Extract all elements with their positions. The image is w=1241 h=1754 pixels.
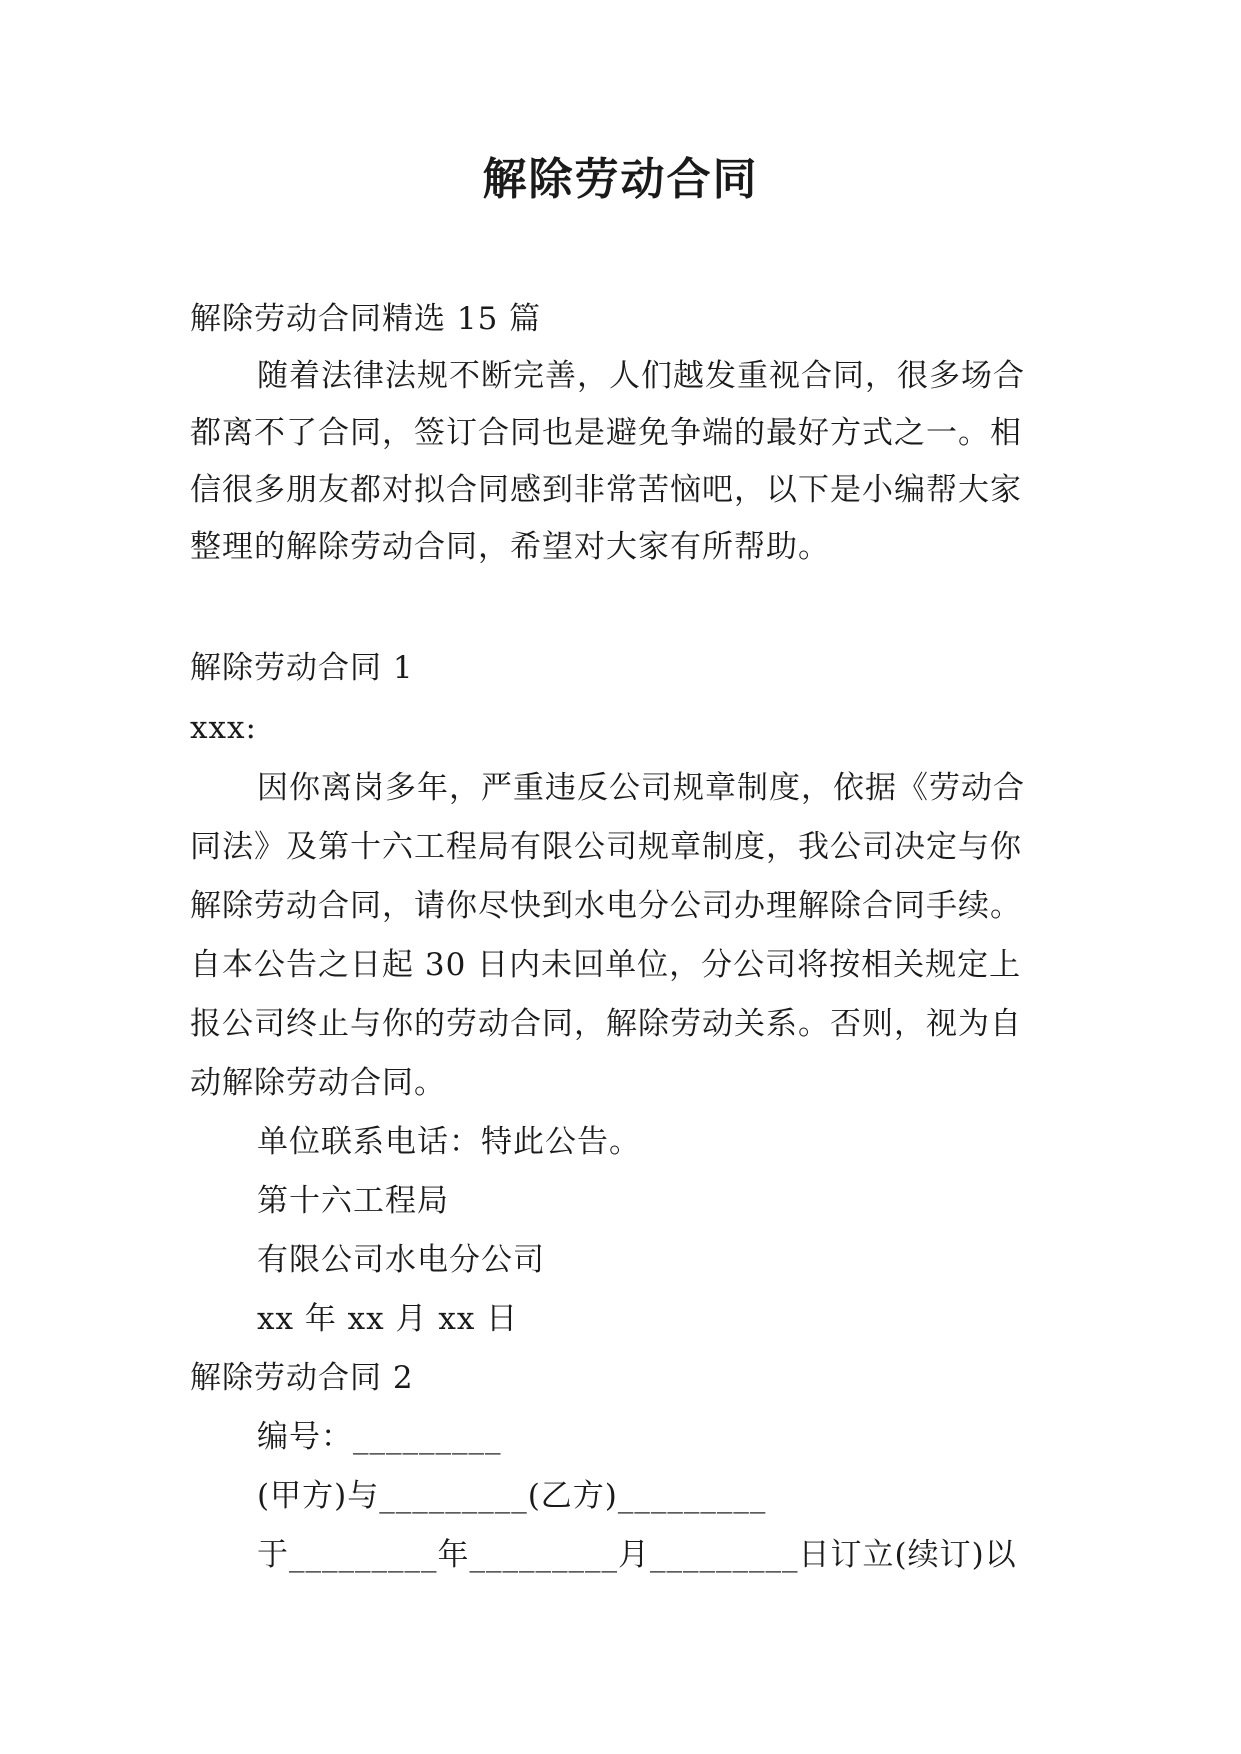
body-line-5: 报公司终止与你的劳动合同，解除劳动关系。否则，视为自 (190, 1006, 1022, 1042)
section-heading-2: 解除劳动合同 2 (190, 1360, 414, 1396)
body-line-6: 动解除劳动合同。 (190, 1065, 446, 1101)
number-line: 编号：_________ (257, 1419, 502, 1455)
body-line-3: 解除劳动合同，请你尽快到水电分公司办理解除合同手续。 (190, 888, 1022, 924)
body-line-1: 因你离岗多年，严重违反公司规章制度，依据《劳动合 (257, 770, 1025, 806)
section-heading-1: 解除劳动合同 1 (190, 650, 414, 686)
date-line: xx 年 xx 月 xx 日 (257, 1301, 519, 1337)
subtitle-line: 解除劳动合同精选 15 篇 (190, 301, 542, 337)
intro-line-2: 都离不了合同，签订合同也是避免争端的最好方式之一。相 (190, 415, 1022, 451)
intro-line-1: 随着法律法规不断完善，人们越发重视合同，很多场合 (257, 358, 1025, 394)
contact-line: 单位联系电话：特此公告。 (257, 1124, 641, 1160)
intro-line-3: 信很多朋友都对拟合同感到非常苦恼吧，以下是小编帮大家 (190, 472, 1022, 508)
intro-line-4: 整理的解除劳动合同，希望对大家有所帮助。 (190, 529, 830, 565)
body-line-2: 同法》及第十六工程局有限公司规章制度，我公司决定与你 (190, 829, 1022, 865)
addressee-line: xxx: (190, 710, 257, 746)
body-line-4: 自本公告之日起 30 日内未回单位，分公司将按相关规定上 (190, 947, 1022, 983)
date-contract-line: 于_________年_________月_________日订立(续订)以 (257, 1537, 1017, 1573)
document-title: 解除劳动合同 (482, 154, 759, 205)
parties-line: (甲方)与_________(乙方)_________ (257, 1478, 767, 1514)
signature-line-2: 有限公司水电分公司 (257, 1242, 545, 1278)
signature-line-1: 第十六工程局 (257, 1183, 449, 1219)
